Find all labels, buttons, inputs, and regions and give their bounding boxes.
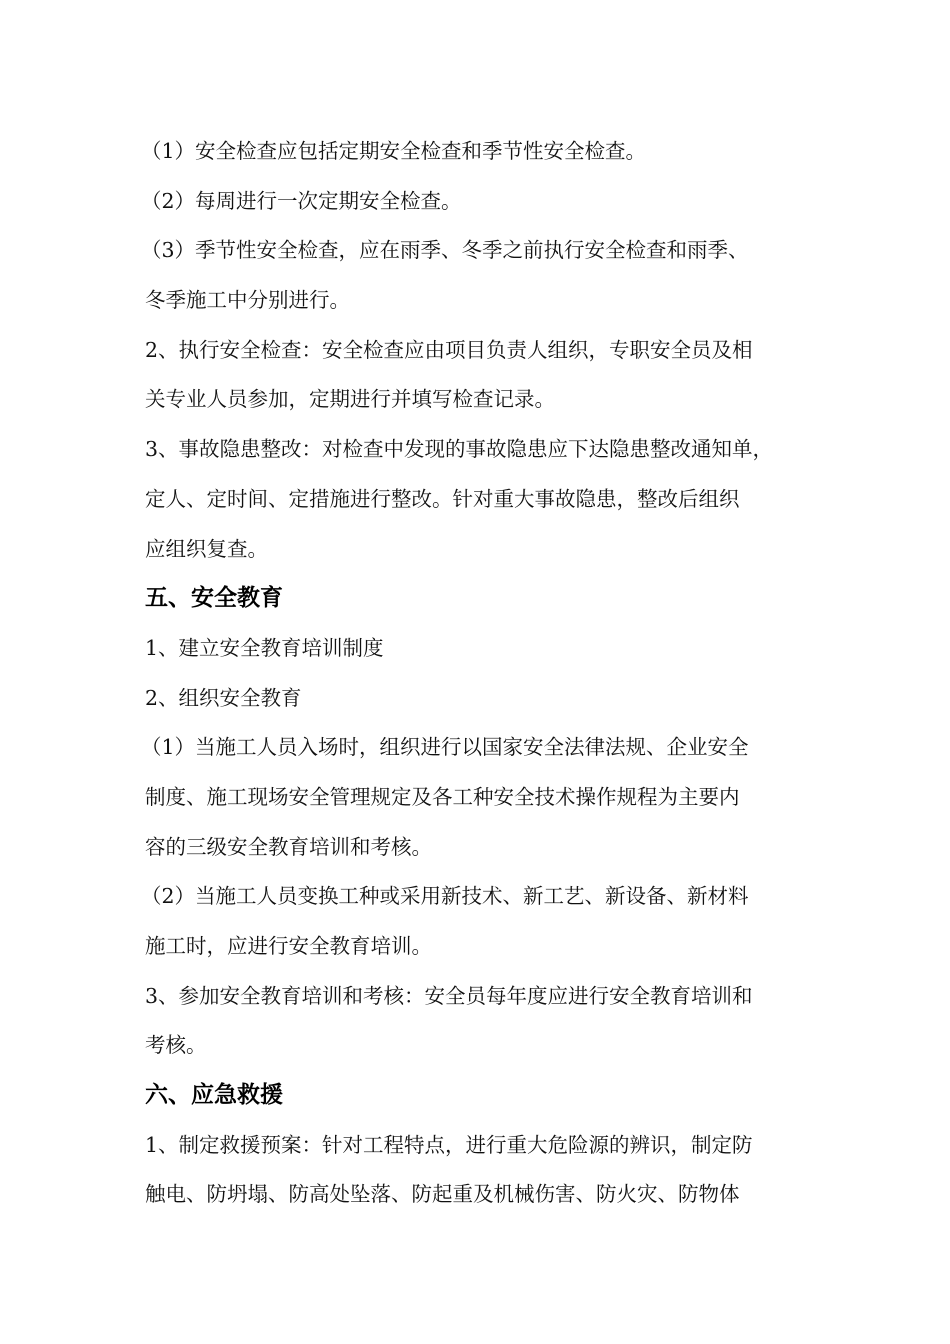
document-body xyxy=(141,127,825,1220)
paragraph-line: 触电、防坍塌、防高处坠落、防起重及机械伤害、防火灾、防物体 xyxy=(145,1182,740,1207)
section-heading: 六、应急救援 xyxy=(145,1082,283,1109)
paragraph-line: 冬季施工中分别进行。 xyxy=(145,288,350,313)
paragraph-line: 1、建立安全教育培训制度 xyxy=(145,635,384,660)
paragraph-line: 容的三级安全教育培训和考核。 xyxy=(145,834,432,859)
paragraph-line: 制度、施工现场安全管理规定及各工种安全技术操作规程为主要内 xyxy=(145,784,740,809)
paragraph-line: （2）每周进行一次定期安全检查。 xyxy=(141,188,462,213)
paragraph-line: 2、组织安全教育 xyxy=(145,685,302,710)
paragraph-line: （1）当施工人员入场时，组织进行以国家安全法律法规、企业安全 xyxy=(141,735,749,760)
paragraph-line: （1）安全检查应包括定期安全检查和季节性安全检查。 xyxy=(141,139,647,163)
paragraph-line: 2、执行安全检查：安全检查应由项目负责人组织，专职安全员及相 xyxy=(145,337,753,362)
section-heading: 五、安全教育 xyxy=(145,585,283,612)
paragraph-line: 考核。 xyxy=(145,1033,207,1058)
paragraph-line: （2）当施工人员变换工种或采用新技术、新工艺、新设备、新材料 xyxy=(141,884,749,909)
paragraph-line: 关专业人员参加，定期进行并填写检查记录。 xyxy=(145,387,555,412)
paragraph-line: 定人、定时间、定措施进行整改。针对重大事故隐患，整改后组织 xyxy=(145,486,740,511)
paragraph-line: 3、事故隐患整改：对检查中发现的事故隐患应下达隐患整改通知单， xyxy=(145,437,774,462)
paragraph-line: 1、制定救援预案：针对工程特点，进行重大危险源的辨识，制定防 xyxy=(145,1132,753,1157)
paragraph-line: 应组织复查。 xyxy=(145,536,268,561)
paragraph-line: 3、参加安全教育培训和考核：安全员每年度应进行安全教育培训和 xyxy=(145,983,753,1008)
paragraph-line: （3）季节性安全检查，应在雨季、冬季之前执行安全检查和雨季、 xyxy=(141,238,749,263)
paragraph-line: 施工时，应进行安全教育培训。 xyxy=(145,934,432,958)
